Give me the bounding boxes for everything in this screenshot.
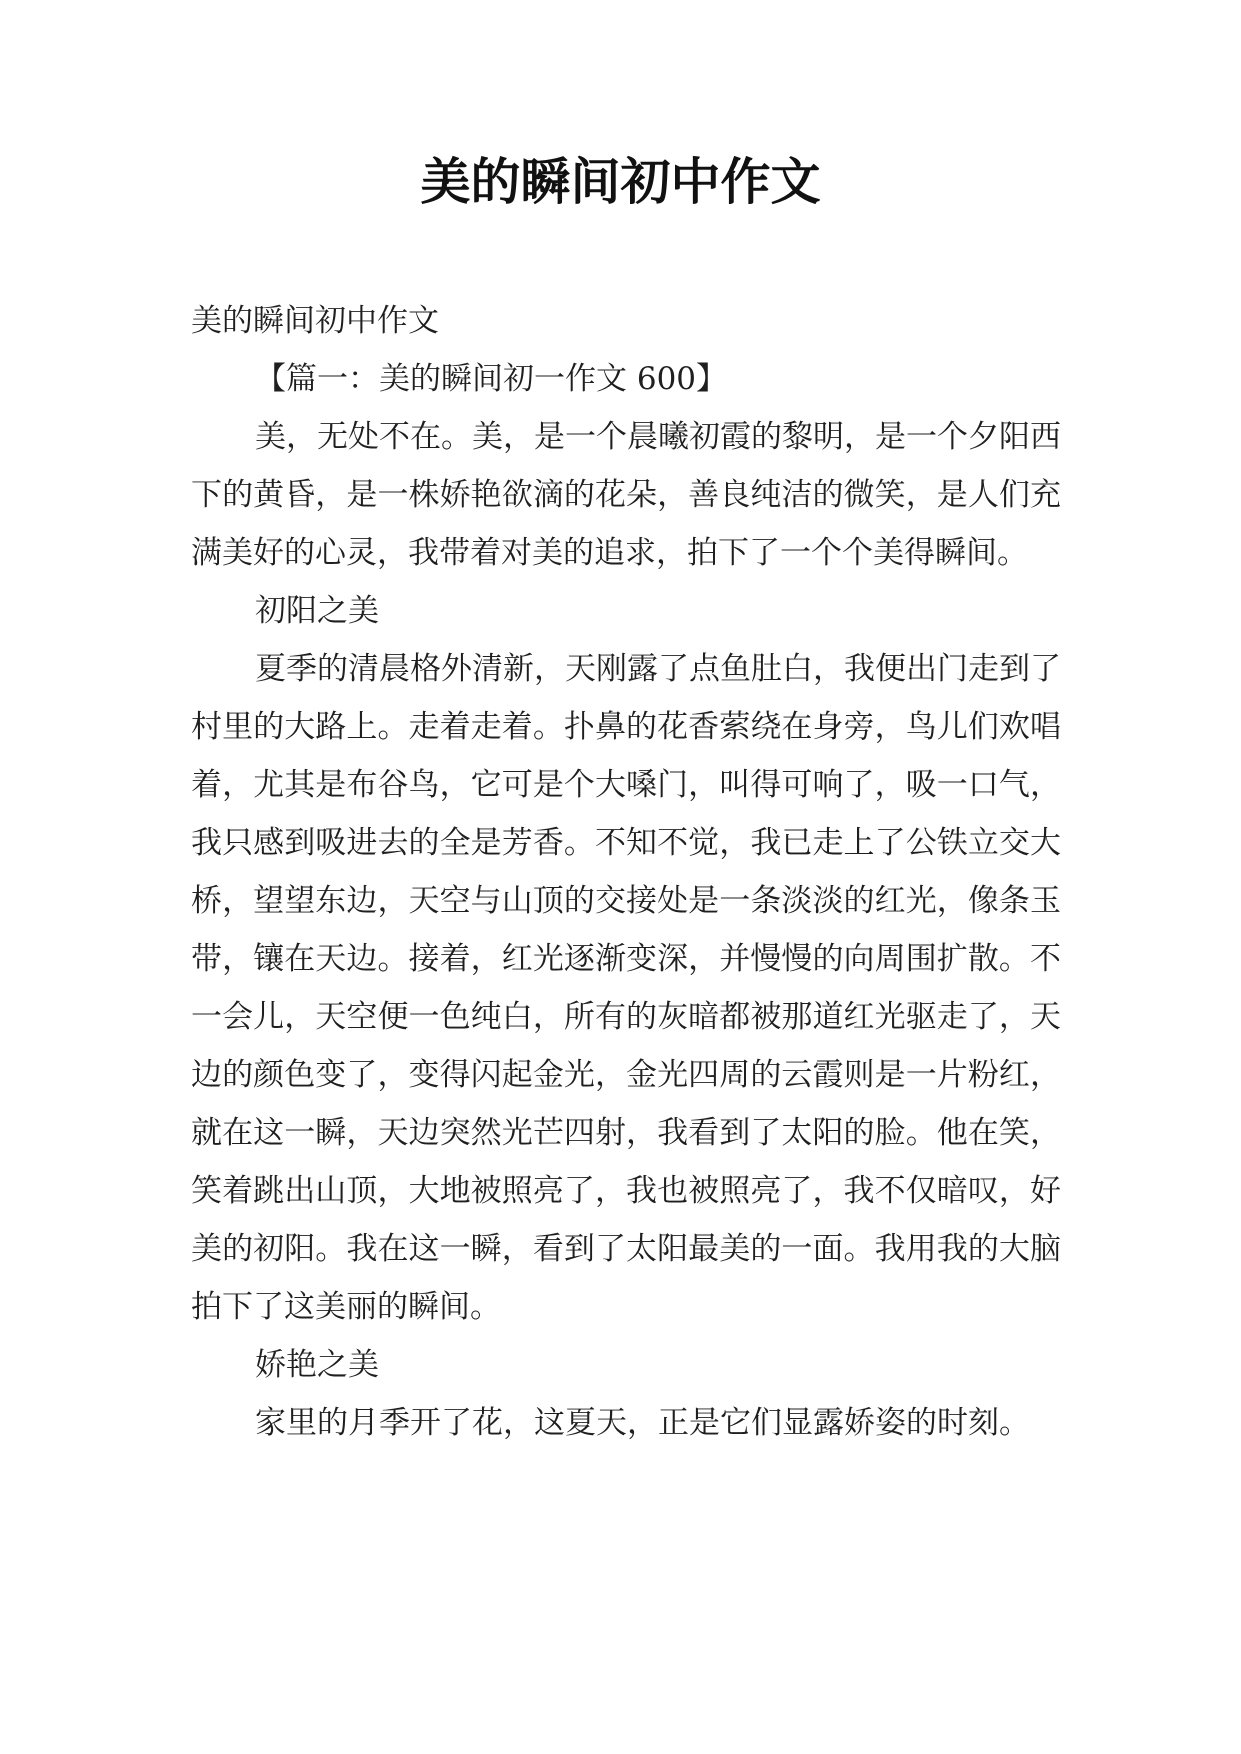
subheading-flower: 娇艳之美 [255, 1347, 379, 1383]
flower-paragraph: 家里的月季开了花，这夏天，正是它们显露娇姿的时刻。 [255, 1405, 1030, 1441]
document-title: 美的瞬间初中作文 [420, 152, 821, 211]
document-body [191, 292, 1061, 1452]
sunrise-paragraph: 夏季的清晨格外清新，天刚露了点鱼肚白，我便出门走到了村里的大路上。走着走着。扑鼻的花香萦绕在身旁，鸟儿们欢唱着，尤其是布谷鸟，它可是个大嗓门，叫得可响了，吸一口气，我只感到吸进去的全是芳香。不知不觉，我已走上了公铁立交大桥，望望东边，天空与山顶的交接处是一条淡淡的红光，像条玉带，镶在天边。接着，红光逐渐变深，并慢慢的向周围扩散。不一会儿，天空便一色纯白，所有的灰暗都被那道红光驱走了，天边的颜色变了，变得闪起金光，金光四周的云霞则是一片粉红，就在这一瞬，天边突然光芒四射，我看到了太阳的脸。他在笑，笑着跳出山顶，大地被照亮了，我也被照亮了，我不仅暗叹，好美的初阳。我在这一瞬，看到了太阳最美的一面。我用我的大脑拍下了这美丽的瞬间。 [191, 651, 1061, 1325]
section-heading: 【篇一：美的瞬间初一作文 600】 [255, 361, 728, 397]
intro-paragraph: 美，无处不在。美，是一个晨曦初霞的黎明，是一个夕阳西下的黄昏，是一株娇艳欲滴的花朵，善良纯洁的微笑，是人们充满美好的心灵，我带着对美的追求，拍下了一个个美得瞬间。 [191, 419, 1061, 571]
subheading-sunrise: 初阳之美 [255, 593, 379, 629]
body-heading: 美的瞬间初中作文 [191, 303, 439, 339]
